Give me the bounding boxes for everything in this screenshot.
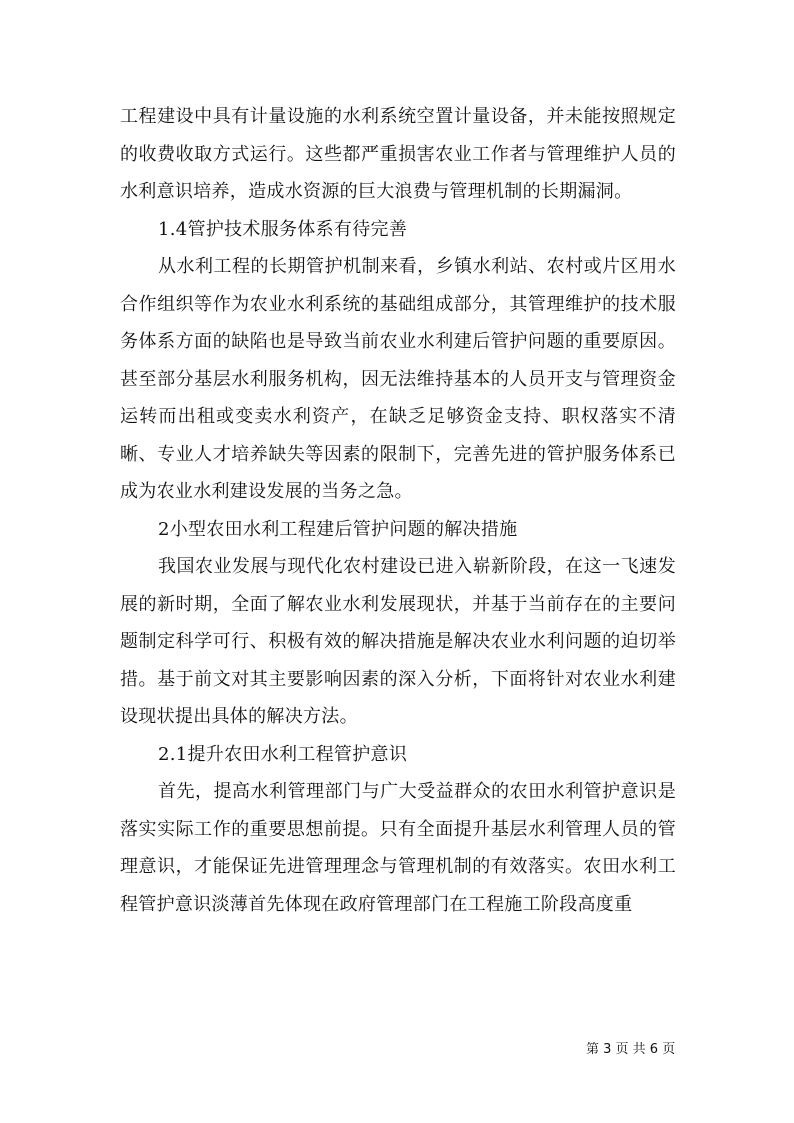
page-number-footer: 第 3 页 共 6 页 — [586, 1042, 676, 1057]
body-paragraph: 首先，提高水利管理部门与广大受益群众的农田水利管护意识是落实实际工作的重要思想前提。只有全面提升基层水利管理人员的管理意识，才能保证先进管理理念与管理机制的有效落实。农田水利工程管护意识淡薄首先体现在政府管理部门在工程施工阶段高度重 — [120, 781, 676, 915]
body-paragraph: 从水利工程的长期管护机制来看，乡镇水利站、农村或片区用水合作组织等作为农业水利系统的基础组成部分，其管理维护的技术服务体系方面的缺陷也是导致当前农业水利建后管护问题的重要原因。甚至部分基层水利服务机构，因无法维持基本的人员开支与管理资金运转而出租或变卖水利资产，在缺乏足够资金支持、职权落实不清晰、专业人才培养缺失等因素的限制下，完善先进的管护服务体系已成为农业水利建设发展的当务之急。 — [120, 256, 676, 502]
section-heading-1-4: 1.4管护技术服务体系有待完善 — [158, 218, 408, 240]
document-body — [120, 98, 676, 923]
body-paragraph: 我国农业发展与现代化农村建设已进入崭新阶段，在这一飞速发展的新时期，全面了解农业水利发展现状，并基于当前存在的主要问题制定科学可行、积极有效的解决措施是解决农业水利问题的迫切举措。基于前文对其主要影响因素的深入分析，下面将针对农业水利建设现状提出具体的解决方法。 — [120, 556, 676, 727]
section-heading-2-1: 2.1提升农田水利工程管护意识 — [158, 743, 408, 765]
body-paragraph-continued: 工程建设中具有计量设施的水利系统空置计量设备，并未能按照规定的收费收取方式运行。这些都严重损害农业工作者与管理维护人员的水利意识培养，造成水资源的巨大浪费与管理机制的长期漏洞。 — [120, 106, 676, 202]
section-heading-2: 2小型农田水利工程建后管护问题的解决措施 — [158, 518, 518, 540]
